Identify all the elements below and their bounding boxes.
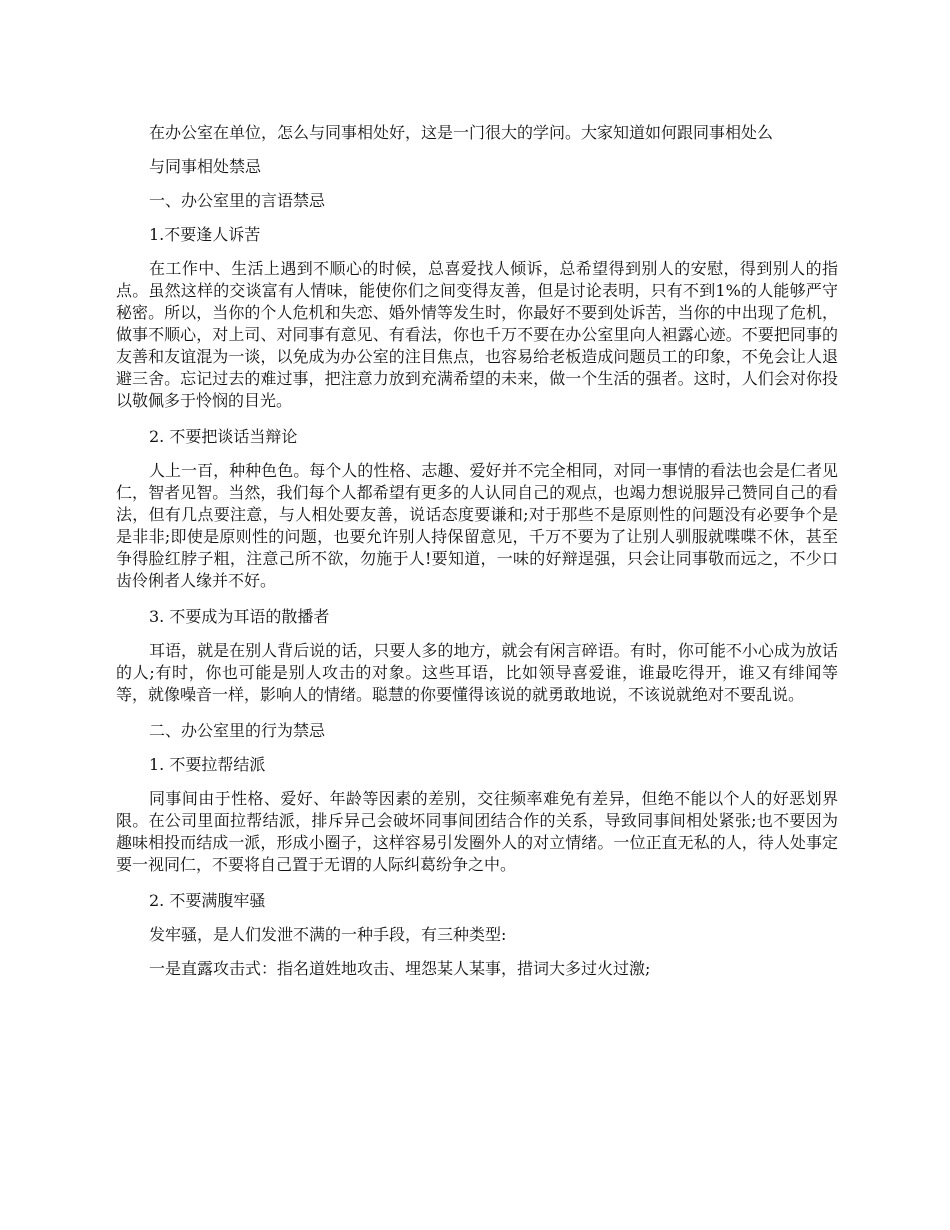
document-page: [116, 122, 838, 992]
heading-behavior-taboos: 二、办公室里的行为禁忌: [149, 721, 326, 740]
subheading-3-gossip: 3. 不要成为耳语的散播者: [149, 607, 330, 626]
body-paragraph-debate: 人上一百，种种色色。每个人的性格、志趣、爱好并不完全相同，对同一事情的看法也会是仁者见仁，智者见智。当然，我们每个人都希望有更多的人认同自己的观点，也竭力想说服异己赞同自己的看法，但有几点要注意，与人相处要友善，说话态度要谦和;对于那些不是原则性的问题没有必要争个是是非非;即使是原则性的问题，也要允许别人持保留意见，千万不要为了让别人驯服就喋喋不休，甚至争得脸红脖子粗，注意己所不欲，勿施于人!要知道，一味的好辩逞强，只会让同事敬而远之，不少口齿伶俐者人缘并不好。: [116, 461, 838, 590]
body-paragraph-cliques: 同事间由于性格、爱好、年龄等因素的差别，交往频率难免有差异，但绝不能以个人的好恶划界限。在公司里面拉帮结派，排斥异己会破坏同事间团结合作的关系，导致同事间相处紧张;也不要因为趣味相投而结成一派，形成小圈子，这样容易引发圈外人的对立情绪。一位正直无私的人，待人处事定要一视同仁，不要将自己置于无谓的人际纠葛纷争之中。: [116, 789, 838, 874]
subheading-1-complaining: 1.不要逢人诉苦: [149, 225, 261, 244]
intro-paragraph: 在办公室在单位，怎么与同事相处好，这是一门很大的学问。大家知道如何跟同事相处么: [149, 123, 774, 142]
body-paragraph-grumbling-type-1: 一是直露攻击式：指名道姓地攻击、埋怨某人某事，措词大多过火过激;: [149, 959, 651, 978]
body-paragraph-complaining: 在工作中、生活上遇到不顺心的时候，总喜爱找人倾诉，总希望得到别人的安慰，得到别人的指点。虽然这样的交谈富有人情味，能使你们之间变得友善，但是讨论表明，只有不到1%的人能够严守秘密。所以，当你的个人危机和失恋、婚外情等发生时，你最好不要到处诉苦，当你的中出现了危机，做事不顺心，对上司、对同事有意见、有看法，你也千万不要在办公室里向人袒露心迹。不要把同事的友善和友谊混为一谈，以免成为办公室的注目焦点，也容易给老板造成问题员工的印象，不免会让人退避三舍。忘记过去的难过事，把注意力放到充满希望的未来，做一个生活的强者。这时，人们会对你投以敬佩多于怜悯的目光。: [116, 259, 838, 410]
subheading-2-grumbling: 2. 不要满腹牢骚: [149, 891, 266, 910]
subheading-1-cliques: 1. 不要拉帮结派: [149, 755, 266, 774]
subheading-2-debate: 2. 不要把谈话当辩论: [149, 427, 298, 446]
body-paragraph-grumbling-intro: 发牢骚，是人们发泄不满的一种手段，有三种类型:: [149, 925, 507, 944]
section-heading-taboos: 与同事相处禁忌: [149, 157, 262, 176]
heading-speech-taboos: 一、办公室里的言语禁忌: [149, 191, 326, 210]
body-paragraph-gossip: 耳语，就是在别人背后说的话，只要人多的地方，就会有闲言碎语。有时，你可能不小心成为放话的人;有时，你也可能是别人攻击的对象。这些耳语，比如领导喜爱谁，谁最吃得开，谁又有绯闻等等，就像噪音一样，影响人的情绪。聪慧的你要懂得该说的就勇敢地说，不该说就绝对不要乱说。: [116, 641, 838, 704]
